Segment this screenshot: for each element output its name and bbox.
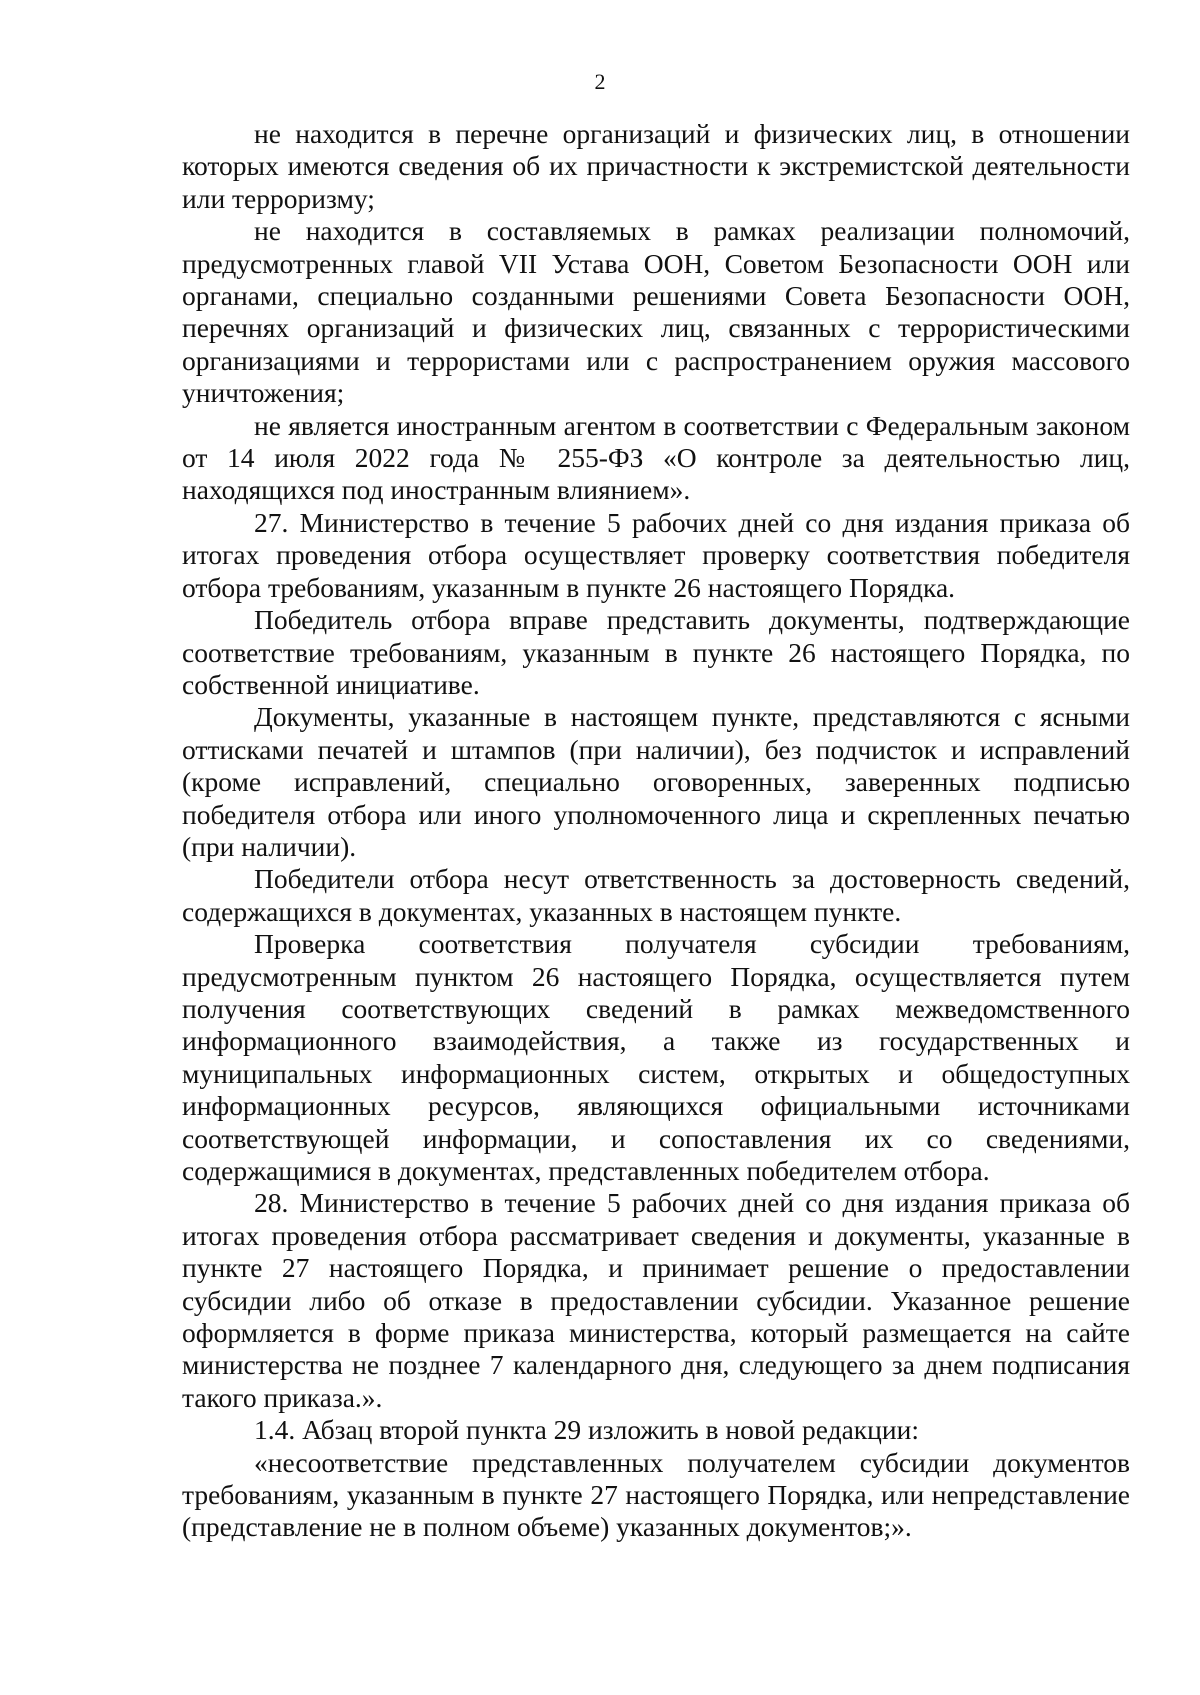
paragraph-clause-27: 27. Министерство в течение 5 рабочих дней со дня издания приказа об итогах проведения отбора осуществляет проверку соответствия победителя отбора требованиям, указанным в пункте 26 настоящего Порядка.	[182, 506, 1130, 603]
paragraph-document-requirements: Документы, указанные в настоящем пункте, представляются с ясными оттисками печатей и штампов (при наличии), без подчисток и исправлений (кроме исправлений, специально оговоренных, заверенных подписью победителя отбора или иного уполномоченного лица и скрепленных печатью (при наличии).	[182, 701, 1130, 862]
paragraph-clause-28: 28. Министерство в течение 5 рабочих дней со дня издания приказа об итогах проведения отбора рассматривает сведения и документы, указанные в пункте 27 настоящего Порядка, и принимает решение о предоставлении субсидии либо об отказе в предоставлении субсидии. Указанное решение оформляется в форме приказа министерства, который размещается на сайте министерства не позднее 7 календарного дня, следующего за днем подписания такого приказа.».	[182, 1187, 1130, 1413]
paragraph-winner-documents: Победитель отбора вправе представить документы, подтверждающие соответствие требованиям, указанным в пункте 26 настоящего Порядка, по собственной инициативе.	[182, 604, 1130, 700]
paragraph-verification: Проверка соответствия получателя субсидии требованиям, предусмотренным пунктом 26 настоящего Порядка, осуществляется путем получения соответствующих сведений в рамках межведомственного информационного взаимодействия, а также из государственных и муниципальных информационных систем, открытых и общедоступных информационных ресурсов, являющихся официальными источниками соответствующей информации, и сопоставления их со сведениями, содержащимися в документах, представленных победителем отбора.	[182, 928, 1130, 1186]
paragraph-foreign-agent: не является иностранным агентом в соответствии с Федеральным законом от 14 июля 2022 года № 255-ФЗ «О контроле за деятельностью лиц, находящихся под иностранным влиянием».	[182, 409, 1130, 506]
paragraph-amendment-text: «несоответствие представленных получателем субсидии документов требованиям, указанным в пункте 27 настоящего Порядка, или непредставление (представление не в полном объеме) указанных документов;».	[182, 1446, 1130, 1543]
page-number: 2	[594, 69, 606, 94]
paragraph-un-sanctions-list: не находится в составляемых в рамках реализации полномочий, предусмотренных главой VII Устава ООН, Советом Безопасности ООН или органами, специально созданными решениями Совета Безопасности ООН, перечнях организаций и физических лиц, связанных с террористическими организациями и террористами или с распространением оружия массового уничтожения;	[182, 215, 1130, 409]
paragraph-responsibility: Победители отбора несут ответственность за достоверность сведений, содержащихся в документах, указанных в настоящем пункте.	[182, 863, 1130, 927]
paragraph-extremism-list: не находится в перечне организаций и физических лиц, в отношении которых имеются сведения об их причастности к экстремистской деятельности или терроризму;	[182, 118, 1130, 214]
paragraph-amendment-1-4: 1.4. Абзац второй пункта 29 изложить в новой редакции:	[254, 1414, 919, 1446]
document-body	[182, 118, 1130, 1544]
